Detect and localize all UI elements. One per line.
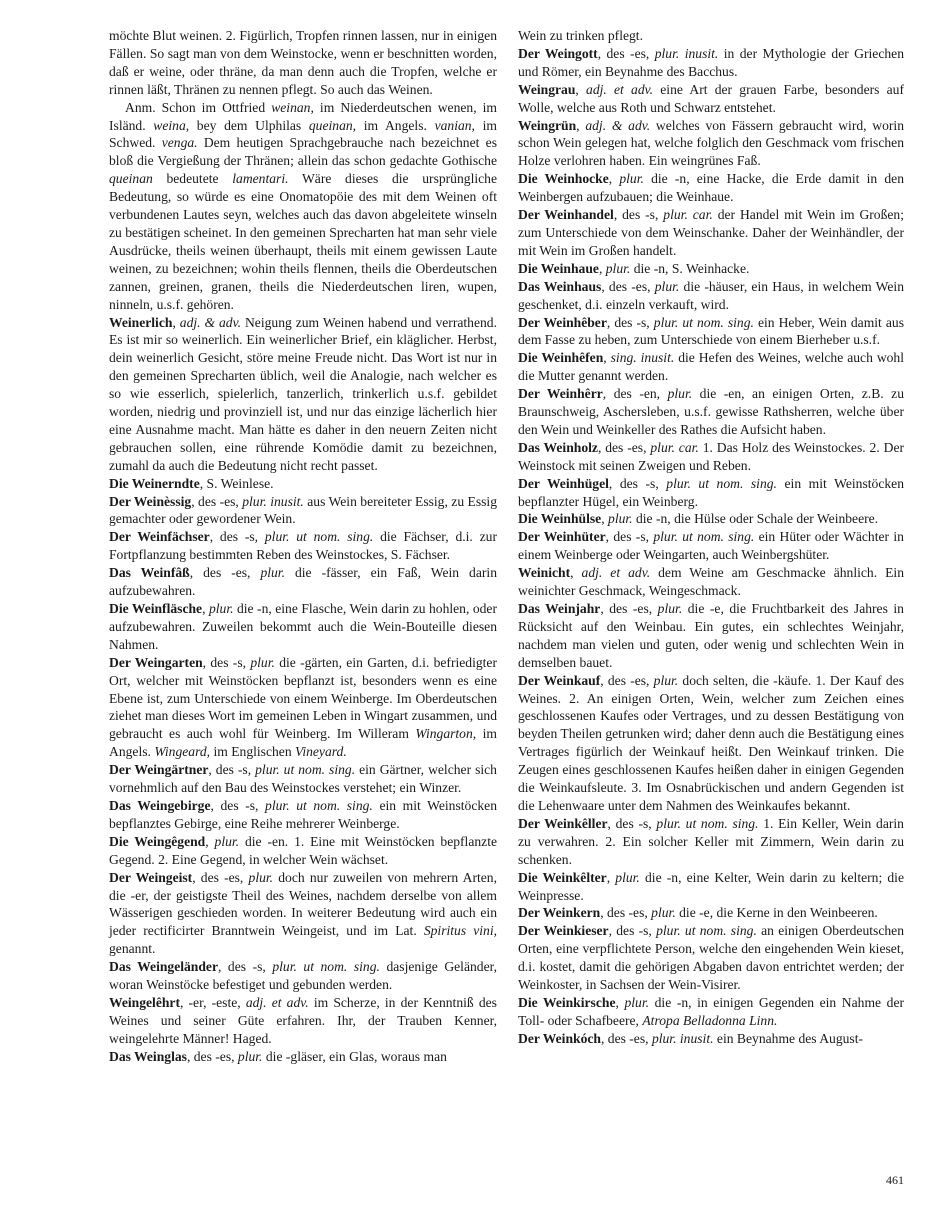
entry-italic-text: Vineyard. (295, 744, 347, 760)
entry-headword: Der Weinhêrr (518, 386, 603, 402)
entry-headword: Das Weinjahr (518, 601, 601, 616)
entry-headword: Die Weinhocke (518, 171, 609, 187)
entry-italic-text: Spiritus vini, (423, 923, 498, 939)
entry-text: im Englischen (210, 744, 296, 760)
entry-text: ein Beynahme des August- (713, 1030, 864, 1046)
entry-text: die -gärten, ein Garten, d.i. befriedigter Ort, welcher mit Weinstöcken bepflanzt ist, besonders wenn es eine Ebene ist, zum Unterschiede von einem Weinberge. Im Oberdeutschen ziehet man dieses Wort im gemeinen Leben in Wingart zusammen, und gebraucht es auch wohl für Weinberg. Im Willeram (109, 654, 497, 742)
entry-italic-text: weina, (153, 117, 190, 133)
dictionary-entry (109, 314, 497, 475)
entry-text: , des -es, (186, 1048, 238, 1064)
entry-italic-text: venga. (161, 135, 198, 151)
entry-text: dem Weine am Geschmacke ähnlich. Ein weinichter Geschmack, Weingeschmack. (518, 565, 904, 599)
entry-italic-text: weinan, (271, 99, 314, 115)
entry-italic-text: queinan, (308, 117, 357, 133)
entry-text: , des -s, (218, 959, 273, 975)
dictionary-entry (109, 27, 497, 99)
dictionary-entry (109, 99, 497, 314)
dictionary-entry (109, 797, 497, 833)
entry-italic-text: plur. (260, 565, 285, 581)
entry-italic-text: plur. ut nom. sing. (653, 314, 754, 330)
entry-text: im Angels. (109, 726, 498, 760)
entry-headword: Der Weinfächser (109, 529, 210, 545)
entry-text: die -en, an einigen Orten, z.B. zu Braunschweig, Aschersleben, u.s.f. gewisse Rathsherren, welche über den Wein und Weinkeller des Rathes die Aufsicht haben. (518, 386, 904, 437)
entry-headword: Die Weingêgend (109, 833, 206, 849)
entry-text: im Scherze, in der Kenntniß des Weines und seiner Güte erfahren. Ihr, der Trauben Kenner, weingelehrte Männer! Haged. (109, 994, 497, 1046)
entry-text: Wein zu trinken pflegt. (518, 28, 643, 43)
entry-text: , des -s, (605, 529, 654, 545)
entry-text: , (601, 511, 609, 527)
entry-text: , (202, 601, 209, 616)
entry-text: , (606, 869, 616, 885)
entry-headword: Weingrau (518, 81, 576, 97)
entry-italic-text: plur. (653, 672, 679, 688)
entry-text: die -fässer, ein Faß, Wein darin aufzubewahren. (109, 565, 497, 599)
entry-text: , des -s, (606, 314, 654, 330)
dictionary-entry (518, 922, 904, 994)
entry-headword: Der Weinhandel (518, 207, 614, 223)
entry-text: in der Mythologie der Griechen und Römer, ein Beynahme des Bacchus. (518, 45, 904, 79)
entry-text: ein Heber, Wein damit aus dem Fasse zu heben, zum Unterschiede von einem Bierheber u.s.f. (518, 314, 904, 348)
entry-text: , (570, 565, 582, 581)
entry-italic-text: plur. ut nom. sing. (653, 529, 755, 545)
entry-text: , des -es, (192, 869, 249, 885)
dictionary-entry (109, 958, 497, 994)
entry-text: , des -s, (208, 762, 256, 778)
entry-text: der Handel mit Wein im Großen; zum Unterschiede von dem Weinschanke. Daher der Weinhändler, der mit Wein im Großen handelt. (518, 207, 904, 258)
entry-text: 1. Ein Keller, Wein darin zu verwahren. 2. Ein solcher Keller mit Zimmern, Wein darin zu schenken. (518, 815, 904, 867)
entry-headword: Der Weingärtner (109, 762, 209, 778)
entry-text: bey dem Ulphilas (189, 117, 309, 133)
entry-text: im Niederdeutschen wenen, im Isländ. (109, 99, 498, 133)
entry-headword: Der Weinhêber (518, 314, 607, 330)
entry-italic-text: plur. (214, 833, 240, 849)
entry-italic-text: plur. (208, 601, 234, 616)
entry-text: , des -es, (600, 1030, 652, 1046)
entry-italic-text: plur. (651, 905, 676, 921)
dictionary-entry (518, 564, 904, 600)
entry-text: ein Gärtner, welcher sich vornehmlich auf den Bau des Weinstockes verstehet; ein Winzer. (109, 762, 497, 796)
entry-text: die Fächser, d.i. zur Fortpflanzung bestimmten Reben des Weinstockes, S. Fächser. (109, 529, 497, 563)
entry-italic-text: plur. ut nom. sing. (265, 797, 373, 813)
entry-text: welches von Fässern gebraucht wird, worin schon Wein gelegen hat, welche folglich den Geschmack vom frischen Holze verlohren haben. Ein weingrünes Faß. (518, 117, 905, 169)
left-column (109, 27, 497, 1066)
entry-text: die -e, die Kerne in den Weinbeeren. (675, 905, 878, 921)
entry-text: , des -s, (607, 815, 657, 831)
entry-text: , des -es, (601, 278, 655, 294)
entry-text: im Angels. (356, 117, 435, 133)
entry-text: , des -s, (613, 207, 664, 223)
entry-headword: Weinicht (518, 565, 571, 581)
dictionary-entry (109, 1048, 497, 1066)
entry-italic-text: plur. (619, 171, 644, 187)
entry-text: , des -s, (210, 797, 266, 813)
dictionary-entry (518, 260, 904, 278)
dictionary-entry (518, 528, 904, 564)
entry-text: , des -s, (209, 529, 265, 545)
dictionary-entry (109, 528, 497, 564)
entry-italic-text: plur. (615, 869, 640, 885)
entry-text: , (615, 994, 625, 1010)
entry-text: möchte Blut weinen. 2. Figürlich, Tropfen rinnen lassen, nur in einigen Fällen. So sagt man von dem Weinstocke, wenn er beschnitten worden, daß er weine, oder thräne, da man denn auch die Tropfen, welche er rinnen läßt, Thränen zu nennen pflegt. So auch das Weinen. (109, 28, 497, 97)
right-column (518, 27, 904, 1048)
entry-text: , -er, -este, (179, 994, 246, 1010)
entry-text: die -n, eine Kelter, Wein darin zu keltern; die Weinpresse. (518, 869, 904, 903)
entry-text: genannt. (109, 941, 156, 957)
dictionary-entry (518, 45, 904, 81)
entry-text: eine Art der grauen Farbe, besonders auf Wolle, welche aus Roth und Schwarz entstehet. (518, 81, 904, 115)
dictionary-entry (518, 1030, 904, 1048)
entry-headword: Der Weinhüter (518, 529, 606, 545)
entry-italic-text: plur. car. (650, 439, 699, 455)
entry-headword: Die Weinhülse (518, 511, 602, 527)
entry-headword: Das Weingebirge (109, 797, 211, 813)
entry-italic-text: plur. ut nom. sing. (656, 923, 757, 939)
entry-italic-text: plur. ut nom. sing. (264, 529, 374, 545)
entry-text: , des -es, (597, 439, 651, 455)
dictionary-entry (518, 475, 904, 511)
dictionary-entry (518, 672, 904, 815)
entry-text: 1. Das Holz des Weinstockes. 2. Der Weinstock mit seinen Zweigen und Reben. (518, 439, 904, 473)
entry-text: ein mit Weinstöcken bepflanzter Hügel, ein Weinberg. (518, 475, 904, 509)
entry-text: , (172, 314, 180, 330)
entry-text: doch nur zuweilen von mehrern Arten, die -er, der geistigste Theil des Weines, nachdem derselbe von allem Wässerigen geschieden worden. In weiterer Bedeutung wird auch ein jeder rectificirter Branntwein Weingeist, und im Lat. (109, 869, 498, 939)
entry-text: , (608, 171, 620, 187)
entry-text: , des -es, (600, 601, 658, 616)
page-number: 461 (886, 1173, 904, 1187)
dictionary-entry (109, 654, 497, 761)
entry-headword: Die Weinerndte (109, 475, 200, 491)
entry-headword: Weingrün (518, 117, 577, 133)
dictionary-entry (109, 564, 497, 600)
dictionary-entry (109, 493, 497, 529)
entry-text: die -gläser, ein Glas, woraus man (262, 1048, 447, 1064)
entry-headword: Der Weinkêller (518, 815, 608, 831)
entry-text: bedeutete (152, 171, 233, 187)
entry-italic-text: plur. (248, 869, 274, 885)
entry-text: die -häuser, ein Haus, in welchem Wein geschenket, d.i. einzeln verkauft, wird. (518, 278, 904, 312)
entry-italic-text: Wingeard, (154, 744, 211, 760)
entry-headword: Das Weinglas (109, 1048, 187, 1064)
entry-italic-text: vanian, (434, 117, 475, 133)
entry-text: die -n, eine Flasche, Wein darin zu hohlen, oder aufzubewahren. Zuweilen bekommt auch die Wein-Bouteille diesen Nahmen. (109, 601, 497, 652)
entry-italic-text: plur. (657, 601, 683, 616)
entry-text: , des -es, (600, 905, 652, 921)
dictionary-entry (518, 815, 904, 869)
dictionary-entry (518, 510, 904, 528)
entry-italic-text: plur. inusit. (654, 45, 719, 61)
entry-headword: Das Weinholz (518, 439, 598, 455)
entry-text: ein Hüter oder Wächter in einem Weinberge oder Weingarten, auch Weinbergshüter. (518, 529, 904, 563)
entry-text: , (575, 81, 587, 97)
entry-italic-text: plur. ut nom. sing. (272, 959, 380, 975)
entry-headword: Der Weinkieser (518, 923, 609, 939)
entry-text: doch selten, die -käufe. 1. Der Kauf des Weines. 2. An einigen Orten, Wein, welcher zum Zeichen eines geschlossenen Kaufes oder Vertrages, und zu dessen Bestätigung von beyden Theilen getrunken wird; daher denn auch die Bestätigung eines Vertrages figürlich der Weinkauf heißt. Den Weinkauf trinken. Die Zeugen eines geschlossenen Kaufes heißen daher in einigen Gegenden die Weinkaufsleute. 3. Im Osnabrückischen und andern Gegenden ist die Lehenwaare unter dem Nahmen des Weinkaufes bekannt. (518, 672, 904, 813)
entry-italic-text: Atropa Belladonna Linn. (642, 1012, 778, 1028)
dictionary-entry (518, 314, 904, 350)
entry-text: , S. Weinlese. (199, 475, 274, 491)
dictionary-entry (109, 994, 497, 1048)
dictionary-entry (109, 600, 497, 654)
entry-text: , des -es, (597, 45, 655, 61)
entry-italic-text: plur. (667, 386, 693, 402)
entry-headword: Der Weinkauf (518, 672, 601, 688)
entry-headword: Weinerlich (109, 314, 173, 330)
entry-headword: Der Weingeist (109, 869, 193, 885)
dictionary-entry (518, 439, 904, 475)
entry-headword: Das Weingeländer (109, 959, 218, 975)
entry-italic-text: adj. & adv. (585, 117, 651, 133)
entry-headword: Der Weingarten (109, 654, 203, 670)
dictionary-entry (109, 833, 497, 869)
entry-text: Anm. Schon im Ottfried (125, 99, 272, 115)
entry-italic-text: queinan (109, 171, 153, 187)
entry-italic-text: sing. inusit. (610, 350, 675, 366)
entry-italic-text: plur. (605, 260, 631, 276)
entry-italic-text: Wingarton, (415, 726, 477, 742)
dictionary-entry (518, 81, 904, 117)
entry-text: die -en. 1. Eine mit Weinstöcken bepflanzte Gegend. 2. Eine Gegend, in welcher Wein wächset. (109, 833, 498, 867)
entry-text: Neigung zum Weinen habend und verrathend. Es ist mir so weinerlich. Ein weinerlicher Brief, ein kläglicher. Herbst, dein weinerlich Gesicht, störe meine Freude nicht. Das Wort ist nur in den gemeinen Sprecharten üblich, weil die Analogie, nach welcher es so wie esserlich, spielerlich, tanzerlich, trinkerlich u.s.f. gebildet worden, niedrig und provinziell ist, und nur das einzige lächerlich hier eine Ausnahme macht. Man hätte es daher in den neuern Zeiten nicht gebrauchen sollen, eine rührende Komödie damit zu bezeichnen, zumahl da auch die Bedeutung nicht recht passet. (109, 314, 497, 473)
entry-italic-text: adj. & adv. (179, 314, 242, 330)
dictionary-entry (518, 278, 904, 314)
dictionary-entry (518, 27, 904, 45)
entry-text: Dem heutigen Sprachgebrauche nach bezeichnet es bloß die Vergießung der Thränen; allein das schon gedachte Gothische (109, 135, 497, 169)
entry-italic-text: plur. (237, 1048, 263, 1064)
entry-text: ein mit Weinstöcken bepflanztes Gebirge, eine Reihe mehrerer Weinberge. (109, 797, 497, 831)
entry-text: , des -s, (608, 475, 667, 491)
entry-italic-text: plur. (624, 994, 650, 1010)
entry-text: , (205, 833, 215, 849)
entry-headword: Die Weinkêlter (518, 869, 607, 885)
entry-italic-text: plur. (608, 511, 633, 527)
entry-text: an einigen Oberdeutschen Orten, eine verpflichtete Person, welche den eingehenden Wein kieset, d.i. kostet, damit die gehörigen Abgaben davon entrichtet werden; der Weinkoster, in Sachsen der Wein-Visirer. (518, 923, 904, 993)
entry-italic-text: plur. ut nom. sing. (656, 815, 759, 831)
entry-text: , (598, 260, 606, 276)
entry-headword: Das Weinfâß (109, 565, 190, 581)
dictionary-entry (518, 994, 904, 1030)
entry-italic-text: plur. ut nom. sing. (666, 475, 777, 491)
entry-italic-text: plur. (250, 654, 275, 670)
entry-text: die -e, die Fruchtbarkeit des Jahres in Rücksicht auf den Weinbau. Ein gutes, ein schlechtes Weinjahr, nachdem man vielen und guten, oder wenig und schlechten Wein in demselben bauet. (518, 601, 904, 670)
entry-headword: Die Weinfläsche (109, 601, 203, 616)
entry-text: aus Wein bereiteter Essig, zu Essig gemachter oder gewordener Wein. (109, 493, 497, 527)
entry-headword: Der Weinèssig (109, 493, 192, 509)
entry-text: , (576, 117, 586, 133)
entry-text: die -n, in einigen Gegenden ein Nahme der Toll- oder Schafbeere, (518, 994, 904, 1028)
entry-headword: Der Weinkóch (518, 1030, 601, 1046)
entry-text: Wäre dieses die ursprüngliche Bedeutung, so würde es eine Onomatopöie des mit dem Weinen oft verbundenen Lautes seyn, welches auch das davon abgeleitete winseln zu bestätigen scheinet. In den gemeinen Sprecharten hat man sehr viele Ausdrücke, theils weinen überhaupt, theils mit einem gewissen Laute weinen, zu bezeichnen; wohin theils flennen, theils die Oberdeutschen zannen, greinen, granen, theils die Niederdeutschen liren, wupen, ninneln, u.s.f. gehören. (109, 171, 497, 312)
entry-text: , (603, 350, 611, 366)
entry-italic-text: plur. ut nom. sing. (255, 762, 356, 778)
entry-headword: Die Weinhaue (518, 260, 599, 276)
dictionary-entry (109, 761, 497, 797)
entry-italic-text: adj. et adv. (581, 565, 651, 581)
dictionary-entry (109, 475, 497, 493)
entry-italic-text: plur. inusit. (242, 493, 304, 509)
dictionary-entry (518, 170, 904, 206)
entry-text: , des -es, (189, 565, 261, 581)
entry-headword: Das Weinhaus (518, 278, 602, 294)
entry-headword: Die Weinhêfen (518, 350, 604, 366)
entry-headword: Der Weinkern (518, 905, 601, 921)
entry-text: , des -es, (191, 493, 243, 509)
entry-text: im Schwed. (109, 117, 497, 151)
dictionary-entry (518, 117, 904, 171)
entry-headword: Der Weinhügel (518, 475, 609, 491)
entry-text: die -n, eine Hacke, die Erde damit in den Weinbergen aufzubauen; die Weinhaue. (518, 171, 904, 205)
entry-text: die -n, die Hülse oder Schale der Weinbeere. (632, 511, 879, 527)
dictionary-entry (518, 385, 904, 439)
entry-italic-text: adj. et adv. (586, 81, 654, 97)
entry-italic-text: lamentari. (232, 171, 289, 187)
dictionary-entry (518, 600, 904, 672)
dictionary-entry (518, 349, 904, 385)
dictionary-entry (518, 206, 904, 260)
dictionary-entry (518, 869, 904, 905)
dictionary-entry (109, 869, 497, 959)
entry-text: , des -en, (602, 386, 668, 402)
entry-headword: Die Weinkirsche (518, 994, 616, 1010)
entry-text: , des -es, (600, 672, 654, 688)
entry-text: die -n, S. Weinhacke. (630, 260, 750, 276)
entry-italic-text: plur. inusit. (651, 1030, 714, 1046)
dictionary-entry (518, 904, 904, 922)
entry-text: , des -s, (202, 654, 251, 670)
entry-italic-text: plur. car. (663, 207, 713, 223)
entry-text: die Hefen des Weines, welche auch wohl die Mutter genannt werden. (518, 350, 905, 384)
entry-text: dasjenige Geländer, woran Weinstöcke befestiget und gebunden werden. (109, 959, 497, 993)
entry-headword: Der Weingott (518, 45, 598, 61)
entry-headword: Weingelêhrt (109, 994, 180, 1010)
entry-italic-text: adj. et adv. (245, 994, 309, 1010)
entry-italic-text: plur. (654, 278, 680, 294)
entry-text: , des -s, (608, 923, 657, 939)
